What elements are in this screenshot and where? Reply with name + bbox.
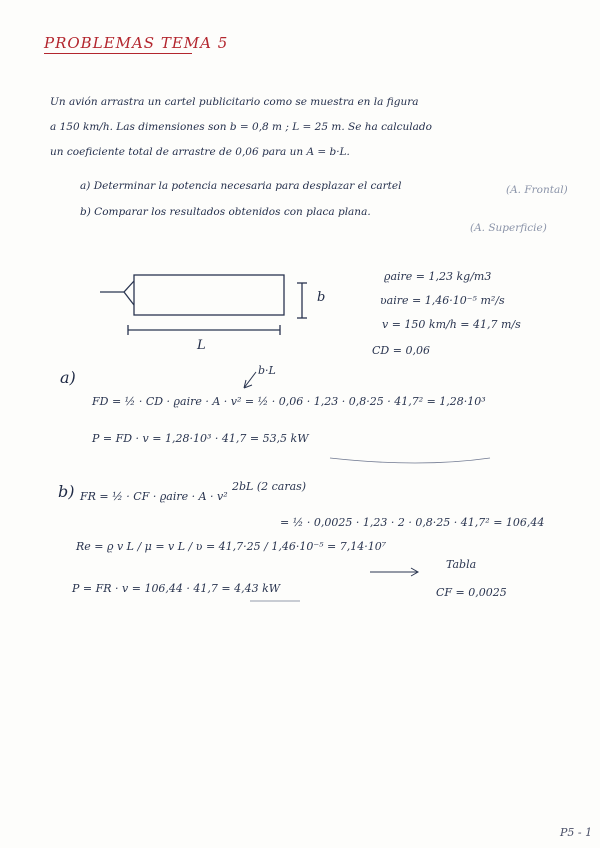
dimension-b-label: b: [317, 290, 326, 305]
section-a-label: a): [60, 368, 76, 387]
part-a-note: (A. Frontal): [506, 184, 568, 196]
section-b-label: b): [58, 482, 75, 501]
tabla-arrow: [370, 568, 418, 576]
tabla-note: Tabla: [446, 558, 477, 571]
part-b-statement: b) Comparar los resultados obtenidos con placa plana.: [80, 206, 371, 218]
data-velocity: v = 150 km/h = 41,7 m/s: [382, 318, 521, 331]
data-drag-coefficient: CD = 0,06: [372, 344, 430, 357]
statement-line-2: a 150 km/h. Las dimensiones son b = 0,8 m ; L = 25 m. Se ha calculado: [50, 121, 432, 133]
statement-line-1: Un avión arrastra un cartel publicitario como se muestra en la figura: [50, 96, 419, 108]
power-equation-b: P = FR · v = 106,44 · 41,7 = 4,43 kW: [72, 582, 281, 595]
friction-coefficient-value: CF = 0,0025: [436, 586, 507, 599]
reynolds-equation: Re = ϱ v L / μ = v L / ʋ = 41,7·25 / 1,46·10⁻⁵ = 7,14·10⁷: [76, 540, 387, 553]
annotation-arrow-a: [244, 372, 256, 388]
page-number: P5 - 1: [560, 826, 593, 839]
friction-force-equation: FR = ½ · CF · ϱaire · A · v²: [80, 490, 228, 503]
power-equation-a: P = FD · v = 1,28·10³ · 41,7 = 53,5 kW: [92, 432, 309, 445]
result-a-underline: [330, 458, 490, 463]
section-a-annotation: b·L: [258, 364, 276, 377]
section-b-annotation: 2bL (2 caras): [232, 480, 307, 493]
dimension-L-label: L: [197, 338, 206, 353]
part-b-note: (A. Superficie): [470, 222, 547, 234]
statement-line-3: un coeficiente total de arrastre de 0,06 para un A = b·L.: [50, 146, 350, 158]
part-a-statement: a) Determinar la potencia necesaria para desplazar el cartel: [80, 180, 402, 192]
banner-rectangle: [134, 275, 284, 315]
page-title: PROBLEMAS TEMA 5: [44, 34, 229, 52]
drag-force-equation-a: FD = ½ · CD · ϱaire · A · v² = ½ · 0,06 · 1,23 · 0,8·25 · 41,7² = 1,28·10³: [92, 395, 486, 408]
banner-attach: [124, 281, 134, 305]
data-density: ϱaire = 1,23 kg/m3: [384, 270, 492, 283]
friction-force-value: = ½ · 0,0025 · 1,23 · 2 · 0,8·25 · 41,7² = 106,44: [280, 516, 545, 529]
data-viscosity: ʋaire = 1,46·10⁻⁵ m²/s: [380, 294, 505, 307]
